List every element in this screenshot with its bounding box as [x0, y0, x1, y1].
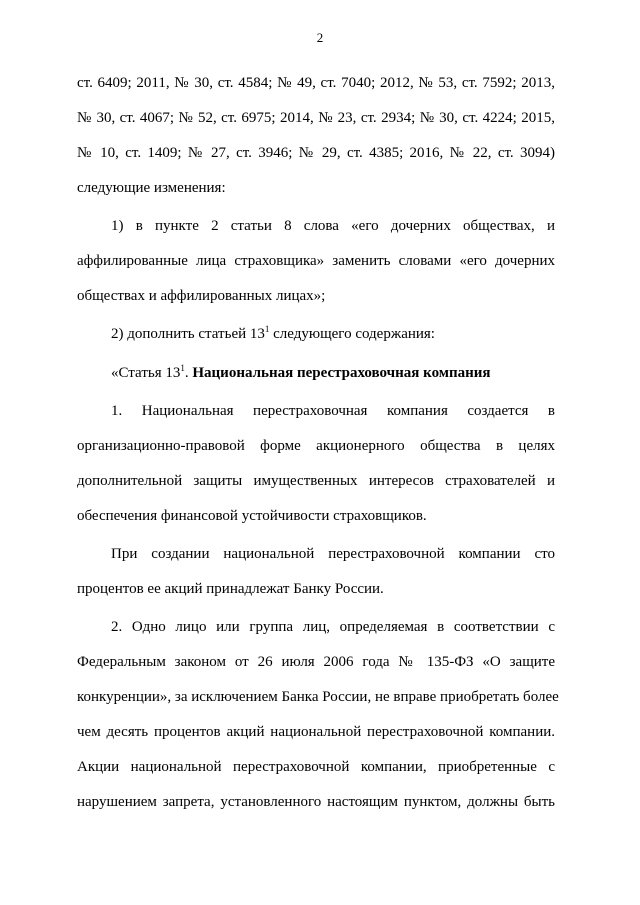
text-fragment: следующего содержания: — [269, 326, 435, 343]
text-line: № 30, ст. 4067; № 52, ст. 6975; 2014, № 23, ст. 2934; № 30, ст. 4224; 2015, — [77, 109, 555, 126]
page-number: 2 — [316, 30, 324, 45]
text-line: процентов ее акций принадлежат Банку России. — [77, 580, 384, 597]
superscript: 1 — [264, 324, 270, 335]
text-line: Акции национальной перестраховочной компании, приобретенные с — [77, 758, 555, 775]
text-line: 1. Национальная перестраховочная компания создается в — [111, 403, 555, 420]
text-line: ст. 6409; 2011, № 30, ст. 4584; № 49, ст. 7040; 2012, № 53, ст. 7592; 2013, — [77, 75, 555, 91]
text-line: организационно-правовой форме акционерного общества в целях — [77, 437, 555, 454]
text-line: 2. Одно лицо или группа лиц, определяемая в соответствии с — [111, 619, 555, 636]
text-line: 1) в пункте 2 статьи 8 слова «его дочерних обществах, и — [111, 218, 555, 235]
text-line: следующие изменения: — [77, 179, 226, 196]
article-title: Национальная перестраховочная компания — [192, 364, 491, 381]
text-line: чем десять процентов акций национальной перестраховочной компании. — [77, 724, 555, 741]
text-fragment: «Статья 13 — [111, 364, 181, 381]
text-line — [77, 317, 555, 352]
text-line: При создании национальной перестраховочной компании сто — [111, 546, 555, 563]
text-line: нарушением запрета, установленного настоящим пунктом, должны быть — [77, 793, 555, 810]
article-heading — [77, 356, 555, 391]
superscript: 1 — [180, 362, 185, 373]
text-line: конкуренции», за исключением Банка России, не вправе приобретать более — [77, 689, 559, 706]
text-line: обществах и аффилированных лицах»; — [77, 287, 326, 304]
text-line: обеспечения финансовой устойчивости страховщиков. — [77, 507, 427, 524]
text-line: Федеральным законом от 26 июля 2006 года № 135-ФЗ «О защите — [77, 654, 555, 671]
text-fragment: . — [184, 364, 193, 381]
text-line: № 10, ст. 1409; № 27, ст. 3946; № 29, ст. 4385; 2016, № 22, ст. 3094) — [77, 144, 555, 161]
text-line: аффилированные лица страховщика» заменить словами «его дочерних — [77, 252, 555, 269]
document-body — [77, 66, 559, 820]
text-fragment: 2) дополнить статьей 13 — [111, 326, 265, 343]
text-line: дополнительной защиты имущественных интересов страхователей и — [77, 472, 555, 489]
